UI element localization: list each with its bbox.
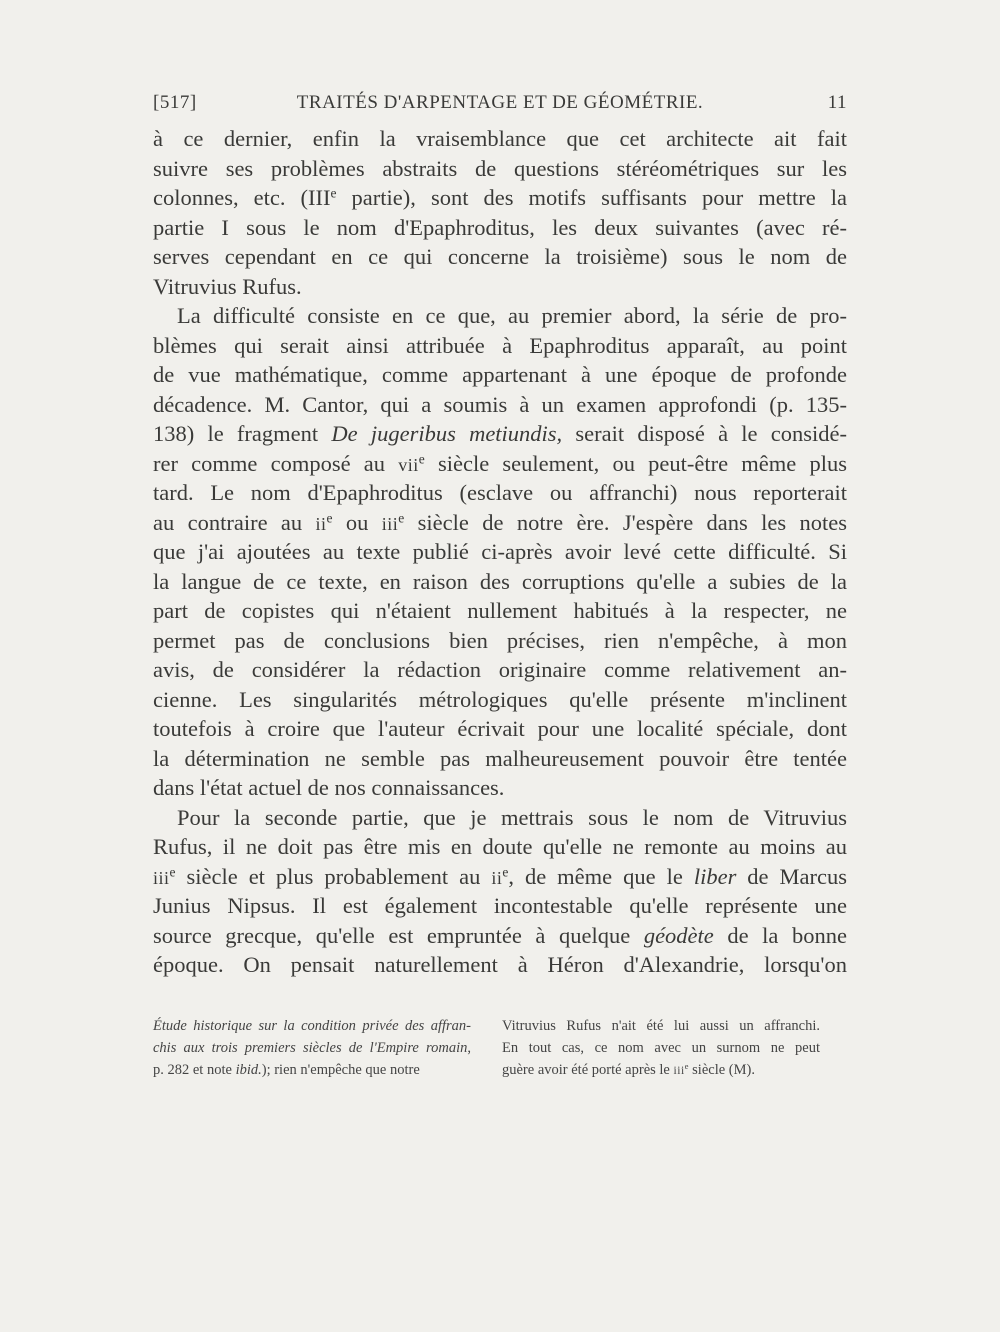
text-line: que j'ai ajoutées au texte publié ci-après avoir levé cette difficulté. Si: [153, 539, 847, 564]
running-head: [153, 92, 847, 122]
italic-title: chis aux trois premiers siècles de l'Empire romain: [153, 1040, 468, 1056]
text-line: [153, 419, 847, 449]
text-run: au contraire au: [153, 509, 316, 535]
text-run: de la bonne: [713, 922, 847, 948]
text-line: [153, 921, 847, 951]
text-line: dans l'état actuel de nos connaissances.: [153, 775, 505, 800]
text-run: de Marcus: [736, 863, 848, 889]
text-line: blèmes qui serait ainsi attribuée à Epaphroditus apparaît, au point: [153, 332, 847, 358]
main-text: [153, 124, 847, 980]
small-caps-numeral: vii: [398, 454, 419, 475]
footnote-line: Vitruvius Rufus n'ait été lui aussi un affranchi.: [502, 1018, 820, 1034]
italic-word: liber: [693, 863, 737, 889]
italic-title: Étude historique sur la condition privée des affran-: [153, 1018, 471, 1034]
paragraph-1: [153, 124, 847, 301]
text-line: de vue mathématique, comme appartenant à une époque de profonde: [153, 362, 847, 387]
text-run: guère avoir été porté après le: [502, 1062, 674, 1078]
text-line: Junius Nipsus. Il est également incontestable qu'elle représente une: [153, 893, 847, 918]
superscript: e: [502, 864, 509, 880]
text-line: époque. On pensait naturellement à Héron d'Alexandrie, lorsqu'on: [153, 952, 847, 977]
text-line: la détermination ne semble pas malheureusement pouvoir être tentée: [153, 745, 847, 771]
superscript: e: [684, 1061, 689, 1072]
italic-title: De jugeribus metiundis,: [331, 421, 563, 446]
footnote-left-column: [153, 1015, 471, 1081]
text-line: [153, 449, 847, 479]
footnote-line: [153, 1059, 471, 1081]
text-run: partie), sont des motifs suffisants pour mettre la: [336, 185, 847, 210]
paragraph-2: [153, 301, 847, 803]
text-line: avis, de considérer la rédaction originaire comme relativement an-: [153, 657, 847, 682]
text-line: [153, 862, 847, 892]
text-line: part de copistes qui n'étaient nullement habitués à la respecter, ne: [153, 598, 847, 623]
text-line: cienne. Les singularités métrologiques qu'elle présente m'inclinent: [153, 686, 847, 712]
text-run: siècle (M).: [688, 1062, 755, 1078]
text-run: siècle seulement, ou peut-être même plus: [424, 450, 847, 476]
footnote-line: [153, 1015, 471, 1037]
small-caps-numeral: iii: [153, 867, 170, 888]
italic-word: géodète: [643, 922, 714, 948]
superscript: e: [326, 510, 333, 526]
small-caps-numeral: ii: [491, 867, 503, 888]
text-line: à ce dernier, enfin la vraisemblance que cet architecte ait fait: [153, 126, 847, 151]
text-line: Pour la seconde partie, que je mettrais sous le nom de Vitruvius: [177, 804, 847, 830]
text-line: Vitruvius Rufus.: [153, 273, 302, 299]
text-line: décadence. M. Cantor, qui a soumis à un examen approfondi (p. 135-: [153, 391, 847, 417]
footnote-line: [153, 1037, 471, 1059]
paragraph-3: [153, 803, 847, 980]
superscript: e: [330, 185, 337, 201]
text-run: serait disposé à le considé-: [562, 421, 847, 446]
running-title: TRAITÉS D'ARPENTAGE ET DE GÉOMÉTRIE.: [296, 92, 704, 113]
small-caps-numeral: iii: [673, 1064, 685, 1077]
bracket-page-number: [517]: [153, 92, 197, 113]
page-number: 11: [827, 92, 847, 113]
superscript: e: [418, 451, 425, 467]
text-line: La difficulté consiste en ce que, au premier abord, la série de pro-: [177, 303, 847, 328]
text-run: ou: [332, 509, 382, 535]
text-run: 138) le fragment: [153, 421, 332, 446]
footnote-right-column: [502, 1015, 820, 1081]
text-run: siècle et plus probablement au: [175, 863, 492, 889]
small-caps-numeral: iii: [381, 513, 399, 534]
text-run: ); rien n'empêche que notre: [261, 1062, 420, 1078]
text-line: Rufus, il ne doit pas être mis en doute qu'elle ne remonte au moins au: [153, 834, 847, 859]
text-run: rer comme composé au: [153, 450, 399, 476]
text-line: tard. Le nom d'Epaphroditus (esclave ou affranchi) nous reporterait: [153, 480, 847, 505]
italic-word: ibid.: [235, 1062, 262, 1078]
superscript: e: [398, 510, 405, 526]
text-line: suivre ses problèmes abstraits de questions stéréométriques sur les: [153, 155, 847, 181]
footnote-line: En tout cas, ce nom avec un surnom ne peut: [502, 1040, 820, 1056]
text-run: p. 282 et note: [153, 1062, 236, 1078]
text-line: serves cependant en ce qui concerne la troisième) sous le nom de: [153, 244, 847, 269]
text-line: toutefois à croire que l'auteur écrivait pour une localité spéciale, dont: [153, 716, 847, 741]
text-line: [153, 508, 847, 538]
superscript: e: [169, 864, 176, 880]
text-run: siècle de notre ère. J'espère dans les notes: [404, 509, 848, 535]
text-line: partie I sous le nom d'Epaphroditus, les deux suivantes (avec ré-: [153, 214, 847, 240]
text-run: source grecque, qu'elle est empruntée à quelque: [153, 922, 644, 948]
small-caps-numeral: ii: [315, 513, 327, 534]
text-run: ,: [467, 1040, 471, 1056]
text-line: [153, 183, 847, 213]
text-line: la langue de ce texte, en raison des corruptions qu'elle a subies de la: [153, 568, 847, 594]
text-run: colonnes, etc. (III: [153, 185, 331, 210]
text-run: , de même que le: [508, 863, 694, 889]
text-line: permet pas de conclusions bien précises, rien n'empêche, à mon: [153, 627, 847, 653]
footnote-line: [502, 1059, 820, 1081]
